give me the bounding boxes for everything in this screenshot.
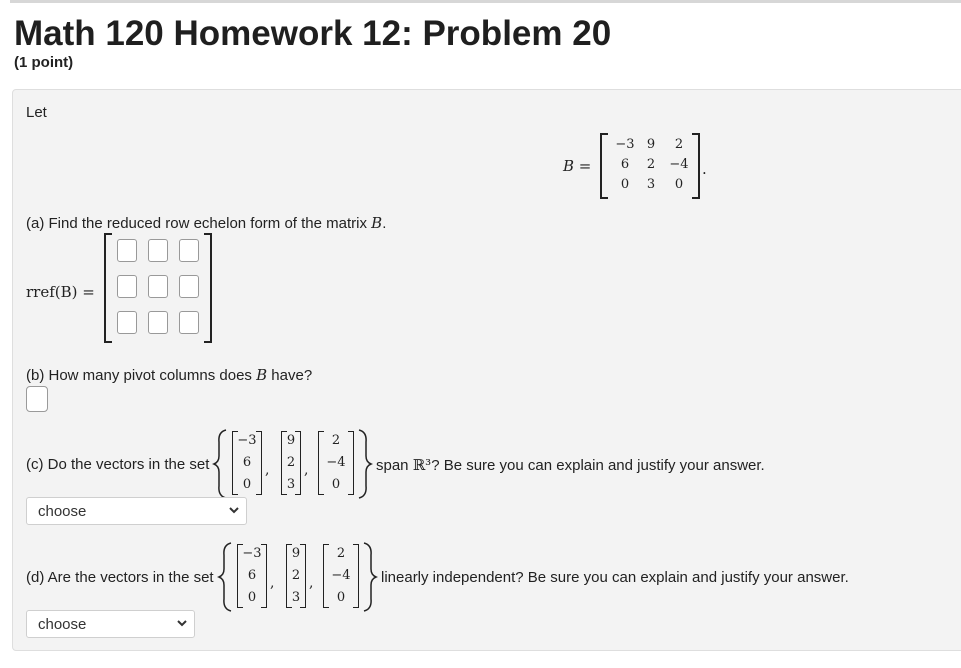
vector-entry: −3 bbox=[237, 433, 257, 448]
vector-entry: 2 bbox=[336, 546, 346, 561]
part-c-select[interactable] bbox=[26, 497, 247, 525]
rref-entry-input[interactable] bbox=[148, 275, 168, 298]
matrix-b-label: B = bbox=[563, 157, 592, 175]
matrix-b-cell: 6 bbox=[620, 157, 630, 172]
vector-entry: 3 bbox=[291, 590, 301, 605]
vector-entry: 2 bbox=[286, 455, 296, 470]
page-title: Math 120 Homework 12: Problem 20 bbox=[14, 14, 612, 53]
vector-entry: 0 bbox=[247, 590, 257, 605]
vector-2 bbox=[286, 544, 306, 608]
chevron-down-icon bbox=[228, 503, 240, 520]
rref-entry-input[interactable] bbox=[117, 275, 137, 298]
part-c-prompt: (c) Do the vectors in the set bbox=[26, 456, 210, 473]
rref-label: rref(B) = bbox=[26, 283, 95, 301]
rref-entry-input[interactable] bbox=[117, 239, 137, 262]
matrix-b-cell: −4 bbox=[669, 157, 689, 172]
part-b-prompt: (b) How many pivot columns does B have? bbox=[26, 366, 313, 384]
vector-3 bbox=[323, 544, 359, 608]
matrix-b-cell: −3 bbox=[615, 137, 635, 152]
part-c-select-value: choose bbox=[38, 503, 87, 520]
matrix-b-cell: 0 bbox=[620, 177, 630, 192]
vector-3 bbox=[318, 431, 354, 495]
vector-entry: −4 bbox=[326, 455, 346, 470]
points-label: (1 point) bbox=[14, 54, 74, 71]
rref-entry-input[interactable] bbox=[179, 275, 199, 298]
part-d-select-value: choose bbox=[38, 616, 87, 633]
vector-1 bbox=[232, 431, 262, 495]
vector-entry: 2 bbox=[331, 433, 341, 448]
vector-entry: 6 bbox=[247, 568, 257, 583]
rref-entry-input[interactable] bbox=[179, 239, 199, 262]
matrix-b-cell: 3 bbox=[646, 177, 656, 192]
matrix-b-cell: 2 bbox=[646, 157, 656, 172]
matrix-b-cell: 0 bbox=[674, 177, 684, 192]
vector-entry: 2 bbox=[291, 568, 301, 583]
top-divider bbox=[10, 0, 961, 3]
rref-entry-input[interactable] bbox=[179, 311, 199, 334]
matrix-b-cell: 9 bbox=[646, 137, 656, 152]
vector-entry: −4 bbox=[331, 568, 351, 583]
vector-entry: 9 bbox=[286, 433, 296, 448]
chevron-down-icon bbox=[176, 616, 188, 633]
part-d-select[interactable] bbox=[26, 610, 195, 638]
part-c-question: span ℝ³? Be sure you can explain and justify your answer. bbox=[376, 456, 765, 474]
matrix-b-period: . bbox=[702, 160, 707, 178]
vector-entry: 9 bbox=[291, 546, 301, 561]
left-brace-icon bbox=[212, 428, 230, 500]
part-d-prompt: (d) Are the vectors in the set bbox=[26, 569, 214, 586]
right-brace-icon bbox=[360, 541, 378, 613]
rref-entry-input[interactable] bbox=[148, 239, 168, 262]
vector-entry: 3 bbox=[286, 477, 296, 492]
intro-text: Let bbox=[26, 104, 47, 121]
vector-entry: 0 bbox=[331, 477, 341, 492]
part-d-question: linearly independent? Be sure you can explain and justify your answer. bbox=[381, 569, 849, 586]
comma: , bbox=[309, 575, 314, 591]
rref-entry-input[interactable] bbox=[148, 311, 168, 334]
vector-entry: 0 bbox=[242, 477, 252, 492]
comma: , bbox=[265, 462, 270, 478]
vector-1 bbox=[237, 544, 267, 608]
left-brace-icon bbox=[217, 541, 235, 613]
rref-answer-matrix bbox=[104, 233, 212, 343]
comma: , bbox=[304, 462, 309, 478]
pivot-count-input[interactable] bbox=[26, 386, 48, 412]
vector-entry: 0 bbox=[336, 590, 346, 605]
vector-entry: −3 bbox=[242, 546, 262, 561]
vector-entry: 6 bbox=[242, 455, 252, 470]
matrix-b-cell: 2 bbox=[674, 137, 684, 152]
right-brace-icon bbox=[355, 428, 373, 500]
rref-entry-input[interactable] bbox=[117, 311, 137, 334]
comma: , bbox=[270, 575, 275, 591]
part-a-prompt: (a) Find the reduced row echelon form of the matrix B. bbox=[26, 214, 387, 232]
vector-2 bbox=[281, 431, 301, 495]
matrix-b bbox=[600, 133, 700, 199]
